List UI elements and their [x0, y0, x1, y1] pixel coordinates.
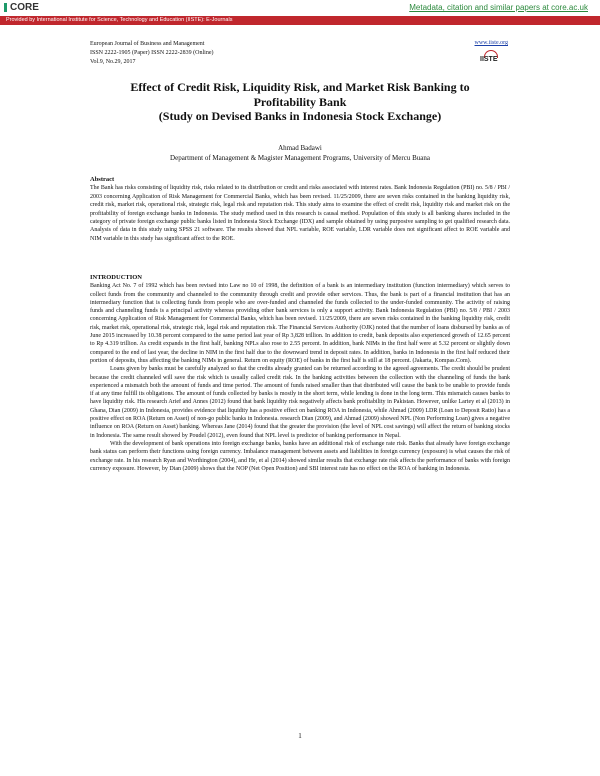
abstract-section: [90, 176, 510, 243]
intro-paragraph-3: With the development of bank operations into foreign exchange banks, banks have an additional risk of exchange rate risk. Banks that already have foreign exchange bank status can perform their functions using foreign currency. Imbalance management between assets and liabilities in foreign currency (exposure) is what causes the risk of exchange rate. In his research Ryan and Worthington (2004), and He, et al (2014) showed similar results that exchange rate risk affects the performance of banks with foreign currency exposure. However, by Dian (2009) shows that the NOP (Net Open Position) and SBI interest rate has no effect on the ROA of banking in Indonesia.: [90, 440, 510, 472]
metadata-link[interactable]: Metadata, citation and similar papers at core.ac.uk: [409, 3, 588, 12]
provider-banner: [0, 16, 600, 25]
author-block: [60, 144, 540, 163]
page-number: 1: [298, 732, 302, 740]
paper-title: [60, 80, 540, 124]
iiste-logo: [480, 50, 500, 66]
iiste-logo-text: IISTE: [480, 56, 498, 63]
core-logo[interactable]: [4, 2, 39, 13]
title-line-2: Profitability Bank: [253, 94, 347, 109]
core-header-bar: [0, 0, 600, 16]
intro-paragraph-1: Banking Act No. 7 of 1992 which has been revised into Law no 10 of 1998, the definition of a bank is an intermediary institution (function intermediary) which serves to collect funds from the community and channeled to the community through credit and provide other services. Thus, the bank is part of a financial institution that has an intermediary function that is collecting funds from people who are over-funded and channeled the funds collected to the under-funded community. The activity of raising funds and channeling funds is a principal activity whereas providing other bank services is only a support activity. Bank Indonesia Regulation (PBI) no. 5/8 / PBI / 2003 concerning Application of Risk Management for Commercial Banks, which has been revised. 11/25/2009, there are seven risks contained in the banking liquidity risk, credit risk, market risk, operational risk, strategic risk, legal risk and reputation risk. The Financial Services Authority (OJK) noted that the number of loans disbursed by banks as of June 2015 increased by 10.38 percent compared to the same period last year of Rp 3,828 trillion. In addition to credit, bank deposits also experienced growth of 12.65 percent to Rp 4.319 trillion. As credit expands in the first half, banking NPLs also rose to 2.55 percent. In addition, bank NIMs in the first half were at 5.32 percent or slightly down compared to the end of last year, the decline in NIM in the first half due to the downward trend in deposit rates. In addition, banks in Indonesia in the first half reduced their portion of deposits, thus affecting the banking NIMs in general. Return on equity (ROE) of banks in the first half is still at 18 percent. (Jakarta, Kompas.Com).: [90, 283, 510, 364]
provider-text[interactable]: Provided by International Institute for Science, Technology and Education (IISTE): E-Journals: [6, 17, 233, 23]
title-line-1: Effect of Credit Risk, Liquidity Risk, and Market Risk Banking to: [130, 80, 470, 94]
introduction-section: [90, 274, 510, 473]
abstract-heading: Abstract: [90, 176, 115, 183]
title-line-3: (Study on Devised Banks in Indonesia Stock Exchange): [158, 109, 442, 123]
journal-volume: Vol.9, No.29, 2017: [90, 59, 136, 65]
journal-info: [90, 40, 214, 67]
journal-issn: ISSN 2222-1905 (Paper) ISSN 2222-2839 (Online): [90, 50, 214, 56]
intro-paragraph-2: Loans given by banks must be carefully analyzed so that the credits already granted can be returned according to the agreed agreements. The credit should be prudent because the credit channeled will save the risk which is usually called credit risk. In the banking activities between the collection with the channeling of funds the bank experienced a mismatch both the amount of funds and time period. The amount of funds raised smaller than that distributed will cause the bank to be unable to provide funds if at any time fulfill its obligations. The amount of funds collected by banks is mostly in the short term, while lending is done in the long term. This mismatch causes banks to have liquidity risk. His research Arief and Annes (2012) found that bank liquidity risk negatively affects bank profitability in Pakistan. However, unlike Lartey et al (2013) in Ghana, Dian (2009) in Indonesia, provides evidence that liquidity has a positive effect on banking ROA in Indonesia, while Ahmad (2009) LDR (Loan to Deposit Ratio) has a positive effect on ROA (Return on Asset) of non-go public banks in Indonesia. research Dian (2009), and Ahmad (2009) showed NPL (Non Performing Loan) gives a negative influence on ROA (Return on Asset) banking. Whereas Jane (2014) found that the greater the provision (the level of NPL cost savings) will affect the return of banking stocks in Indonesia. The same result showed by Poudel (2012), even found that NPL level is predictor of banking performance in Nepal.: [90, 366, 510, 439]
author-name: Ahmad Badawi: [278, 144, 322, 152]
journal-name: European Journal of Business and Management: [90, 41, 205, 47]
core-label: CORE: [10, 2, 39, 13]
core-logo-icon: [4, 3, 7, 12]
author-affiliation: Department of Management & Magister Management Programs, University of Mercu Buana: [170, 153, 430, 162]
abstract-text: The Bank has risks consisting of liquidity risk, risks related to its distribution or credit and risks associated with interest rates. Bank Indonesia Regulation (PBI) no. 5/8 / PBI / 2003 concerning Application of Risk Management for Commercial Banks, which has been revised. 11/25/2009, there are seven risks contained in the banking liquidity risk, credit risk, market risk, operational risk, strategic risk, legal risk and reputation risk. This study aims to examine the effect of credit risk, liquidity risk and market risk on the profitability of foreign exchange banks in Indonesia. The study method used in this research is causal method. Population of this study is all banking shares included in the category of private foreign exchange public banks listed in Indonesia Stock Exchange (IDX) and sample obtained by using purposive sampling to get qualified research data. Analysis of data in this study using SPSS 21 software. The results showed that NPL variable, ROE variable, LDR variable does not significant affect to ROE variable and NIM variable in this study has significant affect to the ROE.: [90, 185, 510, 242]
introduction-heading: INTRODUCTION: [90, 274, 143, 281]
journal-website-link[interactable]: www.iiste.org: [474, 40, 508, 46]
